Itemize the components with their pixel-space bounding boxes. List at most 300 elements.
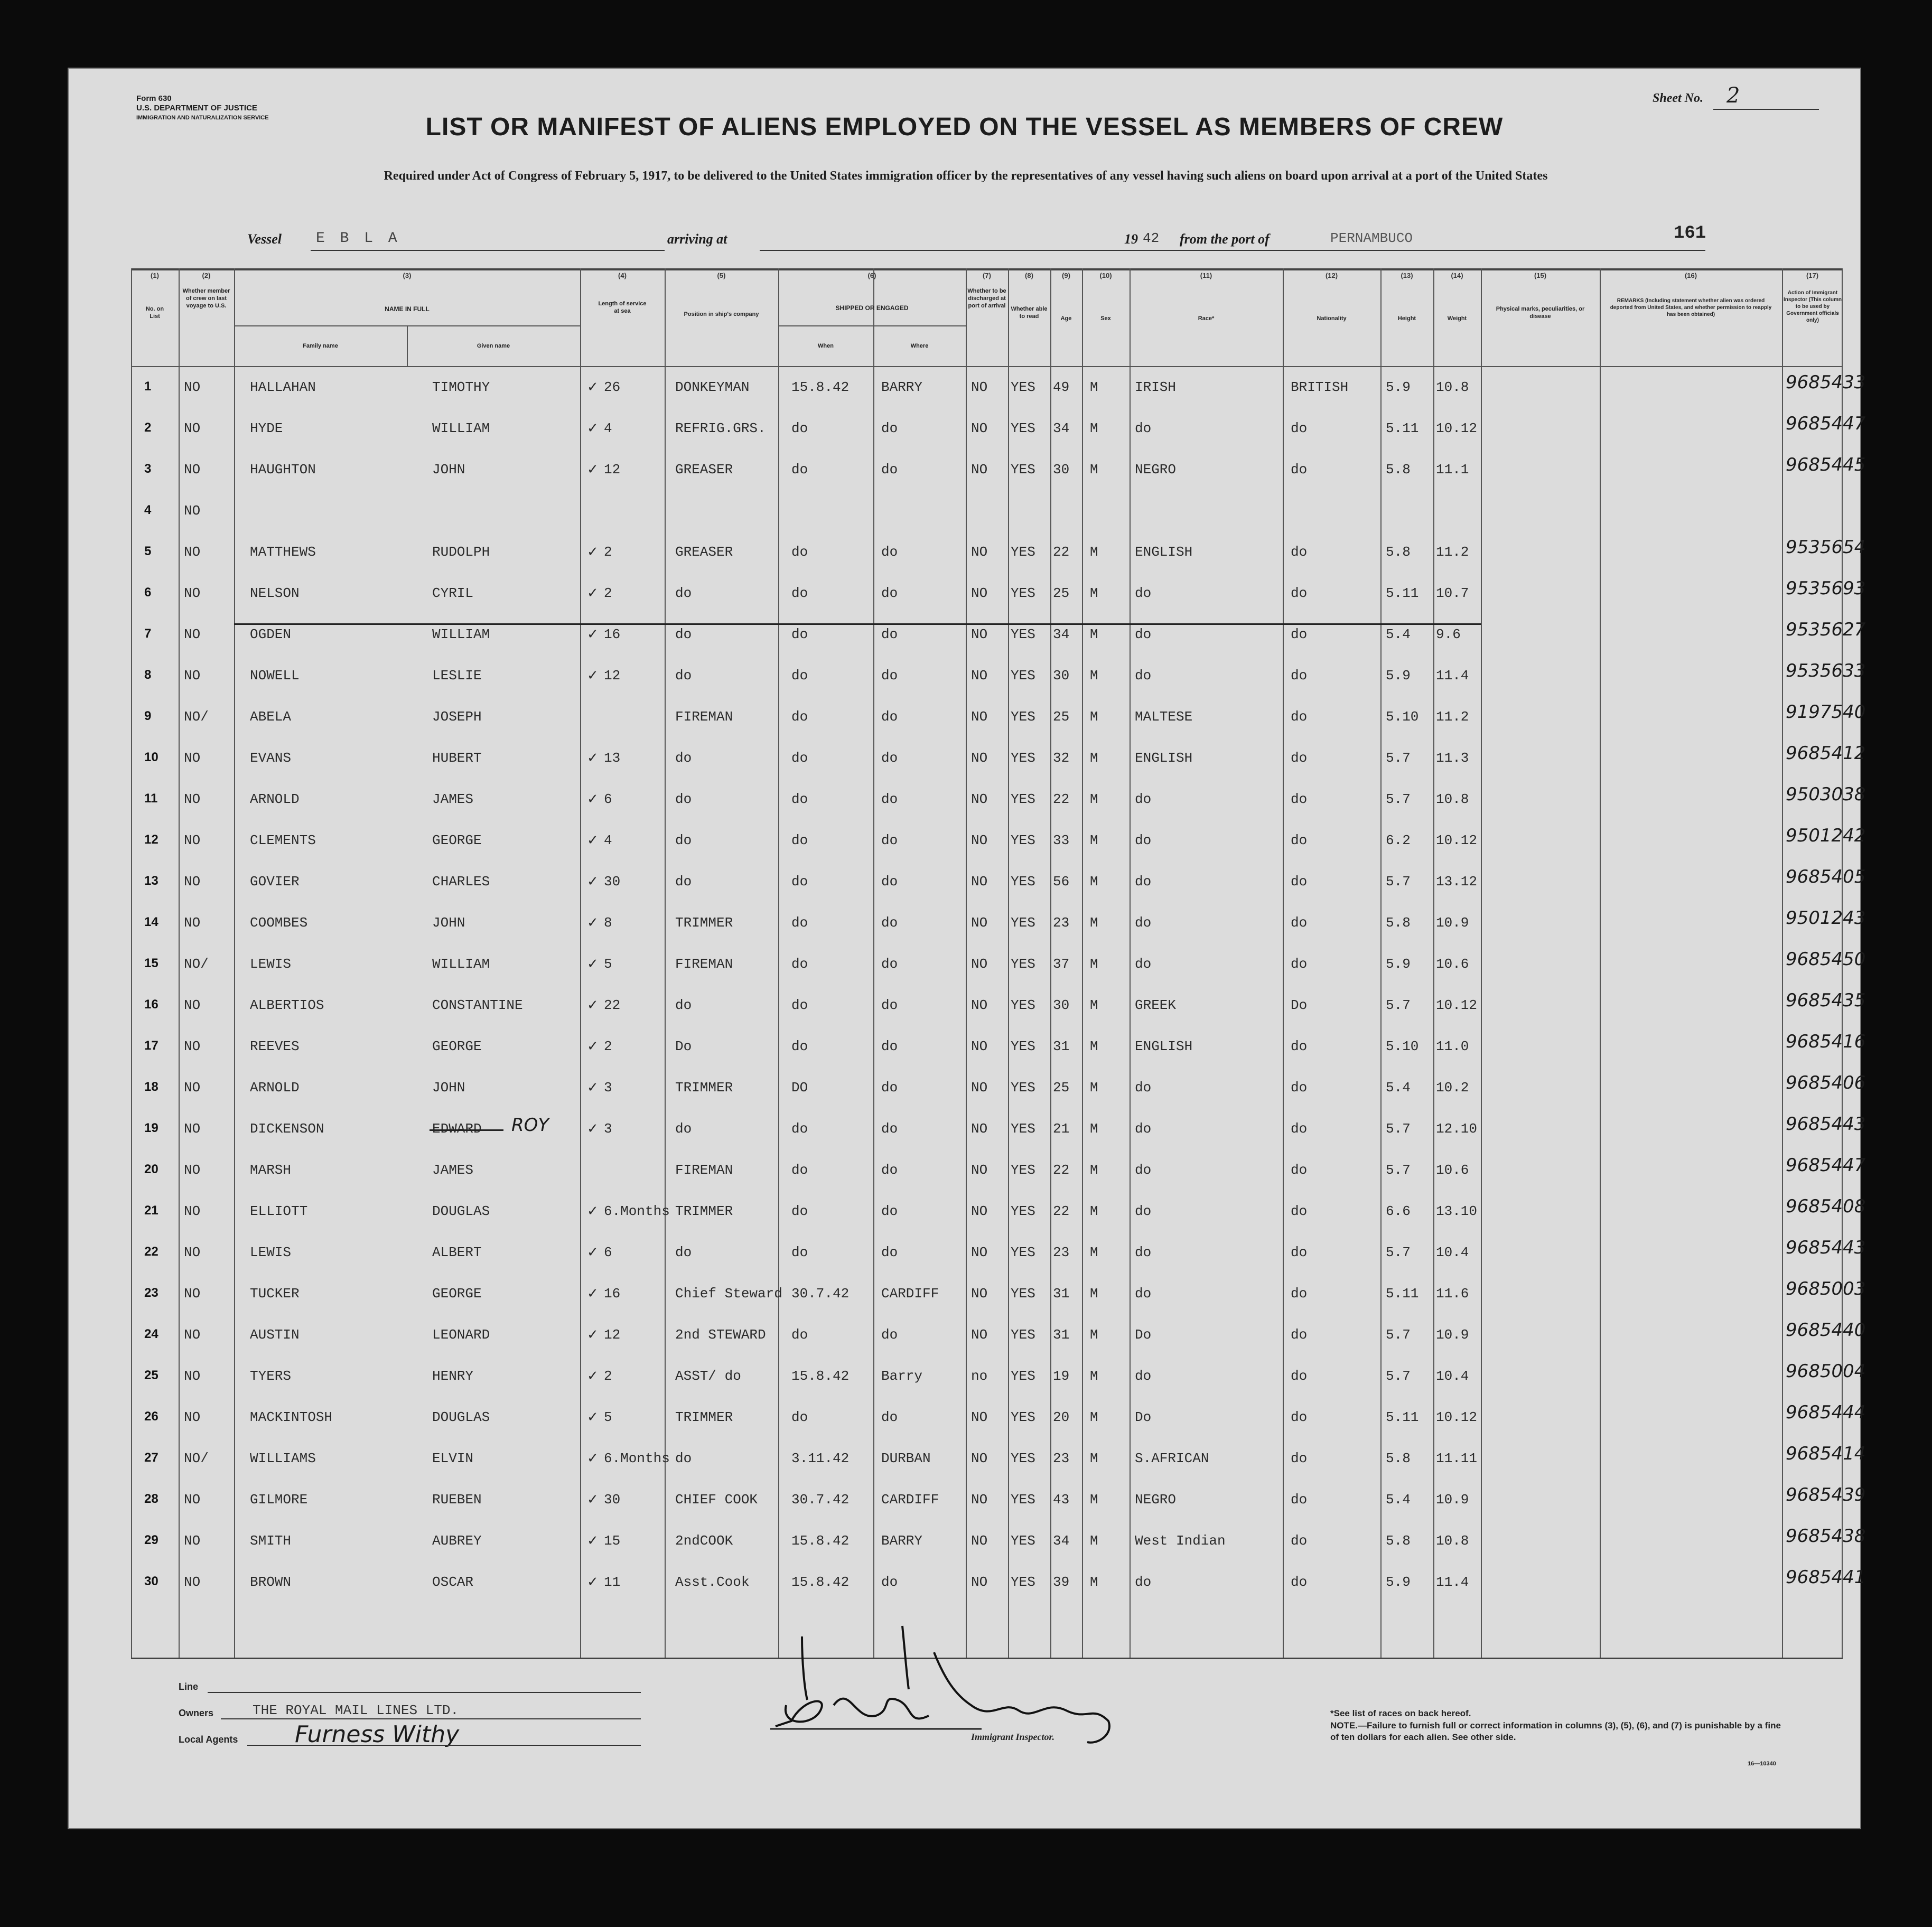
row-number: 15: [144, 956, 158, 970]
shipped-where-cell: do: [881, 1409, 898, 1425]
sex-cell: M: [1090, 1451, 1098, 1466]
col-header-sex: Sex: [1100, 315, 1111, 322]
height-cell: 5.4: [1386, 1080, 1411, 1096]
service-cell: 2: [604, 1368, 612, 1384]
shipped-where-cell: do: [881, 750, 898, 766]
shipped-where-cell: DURBAN: [881, 1451, 931, 1466]
age-cell: 34: [1053, 1533, 1070, 1549]
nationality-cell: do: [1291, 1451, 1308, 1466]
prev-crew-cell: NO: [184, 1368, 201, 1384]
row-number: 21: [144, 1203, 158, 1218]
row-number: 17: [144, 1039, 158, 1053]
race-cell: do: [1135, 915, 1152, 931]
age-cell: 31: [1053, 1327, 1070, 1343]
shipped-where-cell: do: [881, 997, 898, 1013]
col-header-read: Whether able to read: [1011, 306, 1048, 320]
age-cell: 39: [1053, 1574, 1070, 1590]
position-cell: GREASER: [675, 544, 733, 560]
age-cell: 25: [1053, 585, 1070, 601]
shipped-where-cell: do: [881, 1121, 898, 1137]
table-row: [131, 537, 1866, 565]
shipped-where-cell: do: [881, 1039, 898, 1054]
shipped-when-cell: do: [791, 420, 808, 436]
nationality-cell: do: [1291, 1409, 1308, 1425]
col-header-height: Height: [1397, 315, 1416, 322]
sex-cell: M: [1090, 585, 1098, 601]
sex-cell: M: [1090, 1162, 1098, 1178]
table-row: [131, 1155, 1866, 1183]
check-mark-icon: ✓: [587, 379, 599, 395]
weight-cell: 11.4: [1436, 1574, 1469, 1590]
table-row: [131, 1278, 1866, 1307]
family-name-cell: ABELA: [250, 709, 292, 725]
table-row: [131, 1237, 1866, 1266]
shipped-when-cell: do: [791, 750, 808, 766]
shipped-where-cell: do: [881, 874, 898, 890]
nationality-cell: do: [1291, 585, 1308, 601]
shipped-where-cell: do: [881, 462, 898, 478]
able-to-read-cell: YES: [1011, 1409, 1035, 1425]
inspector-action-cell: 9685405: [1786, 866, 1866, 887]
discharged-cell: NO: [971, 462, 988, 478]
given-name-cell: JAMES: [432, 1162, 474, 1178]
discharged-cell: NO: [971, 874, 988, 890]
shipped-when-cell: 15.8.42: [791, 379, 850, 395]
col-header-name: NAME IN FULL: [385, 305, 430, 313]
family-name-cell: HALLAHAN: [250, 379, 316, 395]
prev-crew-cell: NO: [184, 626, 201, 642]
nationality-cell: do: [1291, 1245, 1308, 1260]
position-cell: 2nd STEWARD: [675, 1327, 766, 1343]
service-cell: 8: [604, 915, 612, 931]
table-row: [131, 990, 1866, 1018]
nationality-cell: do: [1291, 709, 1308, 725]
weight-cell: 11.11: [1436, 1451, 1478, 1466]
race-cell: West Indian: [1135, 1533, 1226, 1549]
col-header-remarks: REMARKS (Including statement whether alien was ordered deported from United States, and whether permission to reapply has been obtained): [1610, 298, 1772, 317]
given-name-cell: JAMES: [432, 791, 474, 807]
able-to-read-cell: YES: [1011, 1492, 1035, 1508]
table-row: [131, 701, 1866, 730]
height-cell: 5.4: [1386, 1492, 1411, 1508]
shipped-when-cell: 30.7.42: [791, 1286, 850, 1302]
row-number: 4: [144, 503, 152, 517]
check-mark-icon: ✓: [587, 832, 599, 848]
nationality-cell: do: [1291, 1327, 1308, 1343]
nationality-cell: do: [1291, 1533, 1308, 1549]
given-name-cell: GEORGE: [432, 1286, 482, 1302]
nationality-cell: do: [1291, 874, 1308, 890]
nationality-cell: do: [1291, 1368, 1308, 1384]
family-name-cell: DICKENSON: [250, 1121, 324, 1137]
height-cell: 6.2: [1386, 832, 1411, 848]
form-service: IMMIGRATION AND NATURALIZATION SERVICE: [136, 115, 269, 121]
table-row: [131, 660, 1866, 689]
service-cell: 30: [604, 1492, 621, 1508]
table-row: [131, 1526, 1866, 1554]
shipped-when-cell: do: [791, 1203, 808, 1219]
shipped-where-cell: CARDIFF: [881, 1286, 939, 1302]
check-mark-icon: ✓: [587, 1574, 599, 1590]
height-cell: 5.8: [1386, 462, 1411, 478]
discharged-cell: NO: [971, 1533, 988, 1549]
given-name-cell: LEONARD: [432, 1327, 490, 1343]
able-to-read-cell: YES: [1011, 915, 1035, 931]
race-cell: do: [1135, 1080, 1152, 1096]
age-cell: 43: [1053, 1492, 1070, 1508]
given-name-cell: GEORGE: [432, 1039, 482, 1054]
discharged-cell: NO: [971, 544, 988, 560]
inspector-action-cell: 9501242: [1786, 825, 1866, 846]
position-cell: TRIMMER: [675, 1080, 733, 1096]
col-header-position: Position in ship's company: [684, 311, 759, 317]
col-num: (14): [1451, 272, 1463, 279]
row-4-strike-line: [234, 623, 1481, 625]
age-cell: 33: [1053, 832, 1070, 848]
family-name-cell: GILMORE: [250, 1492, 308, 1508]
race-cell: NEGRO: [1135, 462, 1177, 478]
service-cell: 2: [604, 1039, 612, 1054]
race-cell: IRISH: [1135, 379, 1177, 395]
port-name: PERNAMBUCO: [1330, 230, 1413, 246]
prev-crew-cell: NO: [184, 379, 201, 395]
weight-cell: 11.2: [1436, 709, 1469, 725]
height-cell: 5.8: [1386, 1533, 1411, 1549]
able-to-read-cell: YES: [1011, 1533, 1035, 1549]
weight-cell: 11.1: [1436, 462, 1469, 478]
shipped-where-cell: do: [881, 1162, 898, 1178]
inspector-action-cell: 9503038: [1786, 784, 1866, 805]
inspector-action-cell: 9197540: [1786, 701, 1866, 723]
row-number: 13: [144, 874, 158, 888]
position-cell: Chief Steward: [675, 1286, 782, 1302]
age-cell: 21: [1053, 1121, 1070, 1137]
col-header-age: Age: [1060, 315, 1072, 322]
col-num: (5): [717, 272, 726, 279]
given-name-cell: CHARLES: [432, 874, 490, 890]
port-line: [1314, 250, 1705, 251]
service-cell: 5: [604, 1409, 612, 1425]
inspector-action-cell: 9685443: [1786, 1114, 1866, 1135]
weight-cell: 11.0: [1436, 1039, 1469, 1054]
race-cell: do: [1135, 1574, 1152, 1590]
sex-cell: M: [1090, 668, 1098, 684]
row-number: 2: [144, 420, 152, 435]
family-name-cell: TYERS: [250, 1368, 292, 1384]
year-label: 19: [1124, 231, 1138, 247]
inspector-action-cell: 9685414: [1786, 1443, 1866, 1464]
row-number: 8: [144, 668, 152, 682]
check-mark-icon: ✓: [587, 791, 599, 807]
weight-cell: 11.2: [1436, 544, 1469, 560]
line-label: Line: [179, 1681, 199, 1692]
agents-label: Local Agents: [179, 1734, 238, 1745]
inspector-action-cell: 9535654: [1786, 537, 1866, 558]
weight-cell: 13.12: [1436, 874, 1478, 890]
height-cell: 5.11: [1386, 420, 1419, 436]
sheet-number: 2: [1726, 83, 1740, 108]
discharged-cell: NO: [971, 709, 988, 725]
shipped-where-cell: do: [881, 1080, 898, 1096]
check-mark-icon: ✓: [587, 1368, 599, 1384]
given-name-cell: CYRIL: [432, 585, 474, 601]
age-cell: 20: [1053, 1409, 1070, 1425]
check-mark-icon: ✓: [587, 544, 599, 560]
family-name-cell: HYDE: [250, 420, 283, 436]
col-header-where: Where: [910, 343, 929, 349]
discharged-cell: NO: [971, 1080, 988, 1096]
weight-cell: 10.9: [1436, 915, 1469, 931]
height-cell: 5.11: [1386, 1286, 1419, 1302]
check-mark-icon: ✓: [587, 1039, 599, 1054]
vessel-name: E B L A: [316, 230, 400, 247]
inspector-action-cell: 9685433: [1786, 372, 1866, 393]
given-name-cell: RUDOLPH: [432, 544, 490, 560]
family-name-cell: HAUGHTON: [250, 462, 316, 478]
table-row: [131, 1567, 1866, 1595]
table-row: [131, 1031, 1866, 1060]
check-mark-icon: ✓: [587, 750, 599, 766]
col-num: (13): [1401, 272, 1413, 279]
family-name-cell: MATTHEWS: [250, 544, 316, 560]
sex-cell: M: [1090, 709, 1098, 725]
nationality-cell: do: [1291, 668, 1308, 684]
height-cell: 5.7: [1386, 1245, 1411, 1260]
race-cell: ENGLISH: [1135, 750, 1193, 766]
prev-crew-cell: NO: [184, 1574, 201, 1590]
owners-value: THE ROYAL MAIL LINES LTD.: [253, 1703, 459, 1718]
nationality-cell: do: [1291, 915, 1308, 931]
family-name-cell: ALBERTIOS: [250, 997, 324, 1013]
position-cell: TRIMMER: [675, 915, 733, 931]
family-name-cell: REEVES: [250, 1039, 300, 1054]
sex-cell: M: [1090, 1286, 1098, 1302]
discharged-cell: NO: [971, 750, 988, 766]
row-number: 23: [144, 1286, 158, 1300]
height-cell: 5.7: [1386, 1368, 1411, 1384]
given-name-cell: CONSTANTINE: [432, 997, 523, 1013]
age-cell: 22: [1053, 791, 1070, 807]
given-name-cell: WILLIAM: [432, 626, 490, 642]
shipped-when-cell: do: [791, 915, 808, 931]
age-cell: 25: [1053, 1080, 1070, 1096]
check-mark-icon: ✓: [587, 420, 599, 436]
given-name-cell: HUBERT: [432, 750, 482, 766]
inspector-signature: [770, 1621, 1151, 1753]
col-header-nationality: Nationality: [1317, 315, 1347, 322]
col-num: (2): [202, 272, 211, 279]
inspector-action-cell: 9685450: [1786, 949, 1866, 970]
discharged-cell: no: [971, 1368, 988, 1384]
agents-value: Furness Withy: [295, 1721, 460, 1748]
age-cell: 23: [1053, 1245, 1070, 1260]
nationality-cell: BRITISH: [1291, 379, 1349, 395]
discharged-cell: NO: [971, 1327, 988, 1343]
check-mark-icon: ✓: [587, 668, 599, 684]
discharged-cell: NO: [971, 1409, 988, 1425]
sex-cell: M: [1090, 544, 1098, 560]
race-cell: do: [1135, 791, 1152, 807]
inspector-action-cell: 9535627: [1786, 619, 1866, 640]
able-to-read-cell: YES: [1011, 1451, 1035, 1466]
race-cell: ENGLISH: [1135, 544, 1193, 560]
race-cell: GREEK: [1135, 997, 1177, 1013]
position-cell: Do: [675, 1039, 692, 1054]
able-to-read-cell: YES: [1011, 1574, 1035, 1590]
family-name-cell: SMITH: [250, 1533, 292, 1549]
family-name-cell: MACKINTOSH: [250, 1409, 333, 1425]
col-header-service: Length of service at sea: [598, 301, 647, 314]
sex-cell: M: [1090, 1245, 1098, 1260]
race-cell: do: [1135, 585, 1152, 601]
col-header-shipped: SHIPPED OR ENGAGED: [835, 304, 909, 312]
col-header-discharged: Whether to be discharged at port of arrival: [967, 288, 1006, 309]
check-mark-icon: ✓: [587, 1327, 599, 1343]
inspector-action-cell: 9501243: [1786, 908, 1866, 929]
family-name-cell: ARNOLD: [250, 791, 300, 807]
able-to-read-cell: YES: [1011, 997, 1035, 1013]
inspector-action-cell: 9685447: [1786, 1155, 1866, 1176]
family-name-cell: CLEMENTS: [250, 832, 316, 848]
able-to-read-cell: YES: [1011, 1080, 1035, 1096]
prev-crew-cell: NO: [184, 1327, 201, 1343]
given-name-cell: GEORGE: [432, 832, 482, 848]
prev-crew-cell: NO: [184, 874, 201, 890]
family-name-cell: MARSH: [250, 1162, 292, 1178]
shipped-when-cell: do: [791, 462, 808, 478]
prev-crew-cell: NO: [184, 1121, 201, 1137]
shipped-when-cell: do: [791, 1245, 808, 1260]
age-cell: 22: [1053, 1203, 1070, 1219]
check-mark-icon: ✓: [587, 997, 599, 1013]
row-number: 5: [144, 544, 152, 558]
race-cell: do: [1135, 1203, 1152, 1219]
table-row: [131, 825, 1866, 854]
sex-cell: M: [1090, 626, 1098, 642]
nationality-cell: do: [1291, 1492, 1308, 1508]
height-cell: 5.11: [1386, 1409, 1419, 1425]
shipped-where-cell: do: [881, 1574, 898, 1590]
shipped-when-cell: do: [791, 544, 808, 560]
height-cell: 5.9: [1386, 668, 1411, 684]
able-to-read-cell: YES: [1011, 1368, 1035, 1384]
discharged-cell: NO: [971, 1203, 988, 1219]
height-cell: 5.10: [1386, 1039, 1419, 1054]
prev-crew-cell: NO: [184, 1203, 201, 1219]
col-header-when: When: [818, 343, 834, 349]
service-cell: 6: [604, 791, 612, 807]
col-num: (8): [1025, 272, 1033, 279]
col-num: (9): [1062, 272, 1070, 279]
weight-cell: 10.9: [1436, 1492, 1469, 1508]
discharged-cell: NO: [971, 1121, 988, 1137]
shipped-when-cell: do: [791, 1162, 808, 1178]
check-mark-icon: ✓: [587, 915, 599, 931]
shipped-where-cell: do: [881, 1245, 898, 1260]
shipped-where-cell: Barry: [881, 1368, 923, 1384]
family-name-cell: LEWIS: [250, 956, 292, 972]
position-cell: REFRIG.GRS.: [675, 420, 766, 436]
height-cell: 5.4: [1386, 626, 1411, 642]
prev-crew-cell: NO: [184, 668, 201, 684]
check-mark-icon: ✓: [587, 1409, 599, 1425]
sex-cell: M: [1090, 1409, 1098, 1425]
prev-crew-cell: NO: [184, 1162, 201, 1178]
family-name-cell: NOWELL: [250, 668, 300, 684]
age-cell: 56: [1053, 874, 1070, 890]
sex-cell: M: [1090, 1574, 1098, 1590]
position-cell: do: [675, 874, 692, 890]
given-name-cell: TIMOTHY: [432, 379, 490, 395]
discharged-cell: NO: [971, 1162, 988, 1178]
sex-cell: M: [1090, 874, 1098, 890]
shipped-when-cell: do: [791, 1409, 808, 1425]
position-cell: ASST/ do: [675, 1368, 741, 1384]
discharged-cell: NO: [971, 585, 988, 601]
line-field: [208, 1692, 641, 1693]
sex-cell: M: [1090, 915, 1098, 931]
prev-crew-cell: NO: [184, 420, 201, 436]
weight-cell: 9.6: [1436, 626, 1461, 642]
service-cell: 6: [604, 1245, 612, 1260]
service-cell: 30: [604, 874, 621, 890]
shipped-when-cell: do: [791, 585, 808, 601]
service-cell: 5: [604, 956, 612, 972]
position-cell: do: [675, 585, 692, 601]
shipped-where-cell: do: [881, 915, 898, 931]
page-title: LIST OR MANIFEST OF ALIENS EMPLOYED ON THE VESSEL AS MEMBERS OF CREW: [425, 113, 1504, 141]
prev-crew-cell: NO: [184, 585, 201, 601]
service-cell: 2: [604, 585, 612, 601]
prev-crew-cell: NO: [184, 1080, 201, 1096]
age-cell: 23: [1053, 1451, 1070, 1466]
discharged-cell: NO: [971, 791, 988, 807]
age-cell: 23: [1053, 915, 1070, 931]
age-cell: 30: [1053, 462, 1070, 478]
shipped-when-cell: DO: [791, 1080, 808, 1096]
age-cell: 30: [1053, 668, 1070, 684]
inspector-action-cell: 9685439: [1786, 1484, 1866, 1505]
row-number: 26: [144, 1409, 158, 1424]
able-to-read-cell: YES: [1011, 956, 1035, 972]
prev-crew-cell: NO/: [184, 709, 209, 725]
race-cell: ENGLISH: [1135, 1039, 1193, 1054]
col-header-inspector: Action of Immigrant Inspector (This column to be used by Government officials only): [1784, 290, 1842, 323]
form-department: U.S. DEPARTMENT OF JUSTICE: [136, 104, 257, 113]
col-num: (4): [618, 272, 627, 279]
age-cell: 19: [1053, 1368, 1070, 1384]
height-cell: 5.8: [1386, 1451, 1411, 1466]
service-cell: 4: [604, 832, 612, 848]
prev-crew-cell: NO: [184, 791, 201, 807]
inspector-action-cell: 9685447: [1786, 413, 1866, 434]
discharged-cell: NO: [971, 1286, 988, 1302]
service-cell: 16: [604, 626, 621, 642]
inspector-action-cell: 9535693: [1786, 578, 1866, 599]
weight-cell: 10.7: [1436, 585, 1469, 601]
given-name-cell: DOUGLAS: [432, 1409, 490, 1425]
inspector-action-cell: 9685408: [1786, 1196, 1866, 1217]
sex-cell: M: [1090, 1203, 1098, 1219]
nationality-cell: do: [1291, 832, 1308, 848]
shipped-where-cell: do: [881, 956, 898, 972]
position-cell: do: [675, 791, 692, 807]
able-to-read-cell: YES: [1011, 1203, 1035, 1219]
sex-cell: M: [1090, 1368, 1098, 1384]
sex-cell: M: [1090, 1533, 1098, 1549]
able-to-read-cell: YES: [1011, 544, 1035, 560]
sex-cell: M: [1090, 997, 1098, 1013]
